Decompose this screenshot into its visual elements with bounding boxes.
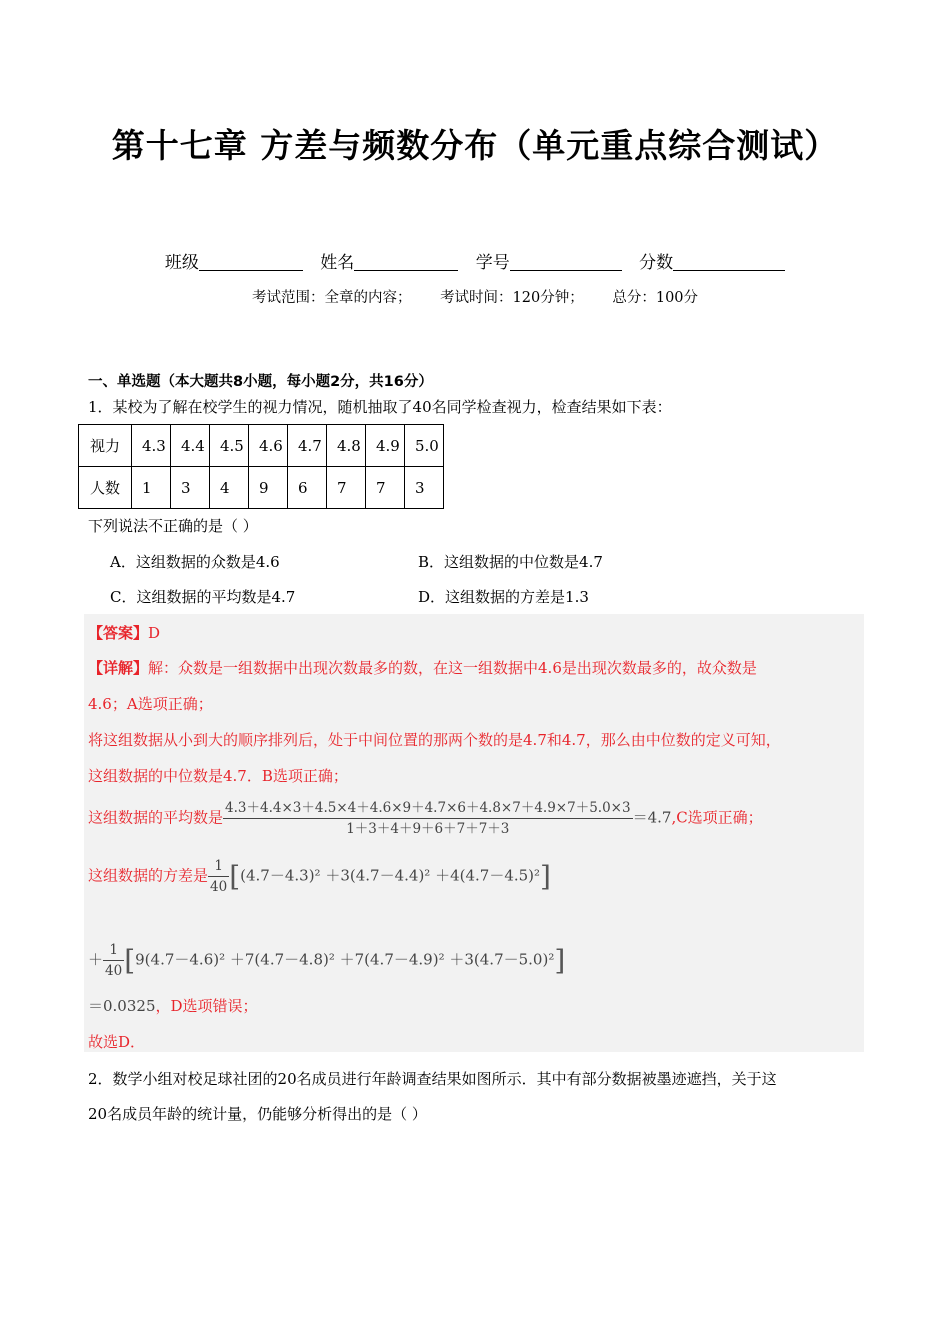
table-row: [79, 467, 444, 509]
q2-line-2: 20名成员年龄的统计量，仍能够分析得出的是（ ）: [88, 1105, 427, 1123]
table-cell: 视力: [79, 425, 132, 467]
name-blank: [354, 254, 458, 271]
name-field: 姓名: [320, 253, 458, 273]
exam-meta: [0, 286, 950, 307]
table-cell: 7: [327, 467, 366, 509]
student-info-row: [0, 248, 950, 273]
answer-tag: 【答案】: [88, 624, 149, 642]
score-field: 分数: [639, 253, 785, 273]
variance-line-2: ＋ $\frac{1}{40}$ [9(4.7－4.6)² ＋7(4.7－4.8)² ＋7(4.7－4.9)² ＋3(4.7－5.0)²]: [88, 942, 566, 979]
table-cell: 6: [288, 467, 327, 509]
table-cell: 4.4: [171, 425, 210, 467]
q1-option-b: B．这组数据的中位数是4.7: [418, 553, 603, 571]
detail-tag: 【详解】: [88, 659, 149, 677]
id-field: 学号: [476, 253, 622, 273]
mean-line: 这组数据的平均数是 $\frac{4.3+4.4\times 3+4.5\times 4+4.6\times 9+4.7\times 6+4.8\times 7+4.9\times 7+5.0\times 3}{1+3+4+9+6+7+7+3}$ ＝4.7,C选项正确；: [88, 800, 763, 837]
detail-line-2: 4.6；A选项正确；: [88, 695, 213, 713]
detail-line-4: 这组数据的中位数是4.7．B选项正确；: [88, 767, 348, 785]
q1-option-c: C．这组数据的平均数是4.7: [110, 588, 296, 606]
q1-prompt: 下列说法不正确的是（ ）: [88, 517, 258, 535]
variance-coefficient-2: $\frac{1}{40}$: [105, 942, 123, 979]
table-cell: 4.9: [366, 425, 405, 467]
variance-line-1: 这组数据的方差是 $\frac{1}{40}$ [(4.7－4.3)² ＋3(4.7－4.4)² ＋4(4.7－4.5)²]: [88, 858, 551, 895]
table-cell: 1: [132, 467, 171, 509]
table-cell: 3: [405, 467, 444, 509]
table-row: [79, 425, 444, 467]
q1-option-a: A．这组数据的众数是4.6: [110, 553, 280, 571]
page-title: 第十七章 方差与频数分布（单元重点综合测试）: [111, 126, 839, 165]
detail-line-3: 将这组数据从小到大的顺序排列后，处于中间位置的那两个数的是4.7和4.7，那么由中位数的定义可知，: [88, 731, 781, 749]
vision-table: [78, 424, 444, 509]
q2-line-1: 2．数学小组对校足球社团的20名成员进行年龄调查结果如图所示．其中有部分数据被墨迹遮挡，关于这: [88, 1070, 777, 1088]
answer-line: [88, 622, 160, 643]
detail-line-1: 【详解】解：众数是一组数据中出现次数最多的数，在这一组数据中4.6是出现次数最多的，故众数是: [88, 659, 757, 677]
table-cell: 4.5: [210, 425, 249, 467]
table-cell: 4.8: [327, 425, 366, 467]
table-cell: 7: [366, 467, 405, 509]
class-blank: [199, 254, 303, 271]
table-cell: 人数: [79, 467, 132, 509]
table-cell: 3: [171, 467, 210, 509]
q1-option-d: D．这组数据的方差是1.3: [418, 588, 589, 606]
section-heading: 一、单选题（本大题共8小题，每小题2分，共16分）: [88, 374, 433, 390]
variance-coefficient: $\frac{1}{40}$: [210, 858, 228, 895]
table-cell: 4.3: [132, 425, 171, 467]
table-cell: 5.0: [405, 425, 444, 467]
table-cell: 4: [210, 467, 249, 509]
table-cell: 9: [249, 467, 288, 509]
answer-value: D: [148, 624, 161, 642]
mean-fraction: $\frac{4.3+4.4\times 3+4.5\times 4+4.6\times 9+4.7\times 6+4.8\times 7+4.9\times 7+5.0\times 3}{1+3+4+9+6+7+7+3}$: [225, 800, 631, 837]
variance-result: ＝0.0325，D选项错误；: [88, 997, 258, 1015]
id-blank: [510, 254, 622, 271]
table-cell: 4.6: [249, 425, 288, 467]
table-cell: 4.7: [288, 425, 327, 467]
class-field: 班级: [165, 253, 303, 273]
exam-scope: 考试范围：全章的内容；: [251, 290, 412, 306]
score-blank: [673, 254, 785, 271]
q1-stem: 1．某校为了解在校学生的视力情况，随机抽取了40名同学检查视力，检查结果如下表：: [88, 398, 672, 416]
conclusion: 故选D．: [88, 1033, 146, 1051]
exam-time: 考试时间：120分钟；: [440, 290, 584, 306]
exam-total: 总分：100分: [612, 290, 699, 306]
